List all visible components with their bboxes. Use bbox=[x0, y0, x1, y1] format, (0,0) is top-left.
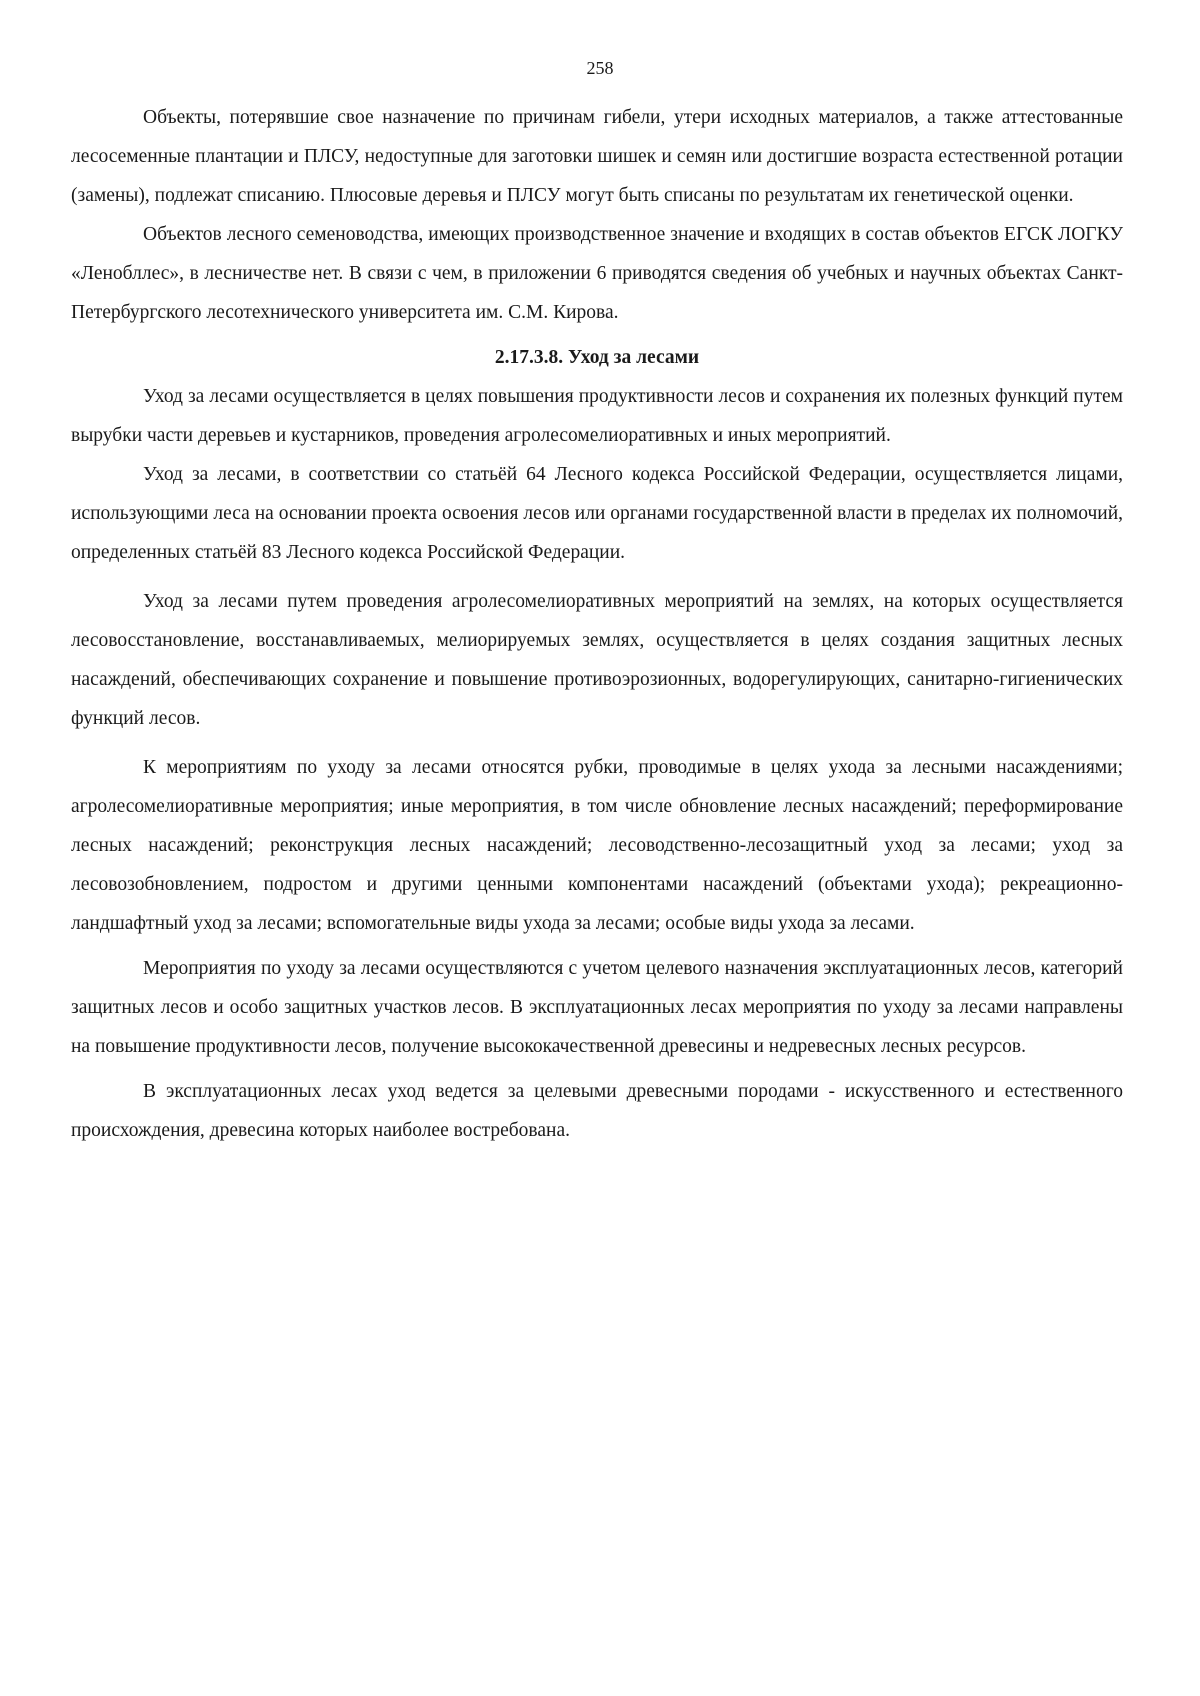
paragraph-forest-care-law: Уход за лесами, в соответствии со статьёй 64 Лесного кодекса Российской Федерации, осуществляется лицами, использующими леса на основании проекта освоения лесов или органами государственной власти в пределах их полномочий, определенных статьёй 83 Лесного кодекса Российской Федерации. bbox=[71, 464, 1123, 563]
document-body bbox=[71, 98, 1123, 1150]
paragraph-care-measures: К мероприятиям по уходу за лесами относятся рубки, проводимые в целях ухода за лесными насаждениями; агролесомелиоративные мероприятия; иные мероприятия, в том числе обновление лесных насаждений; переформирование лесных насаждений; реконструкция лесных насаждений; лесоводственно-лесозащитный уход за лесами; уход за лесовозобновлением, подростом и другими ценными компонентами насаждений (объектами ухода); рекреационно-ландшафтный уход за лесами; вспомогательные виды ухода за лесами; особые виды ухода за лесами. bbox=[71, 757, 1123, 934]
paragraph-agroforestry: Уход за лесами путем проведения агролесомелиоративных мероприятий на землях, на которых осуществляется лесовосстановление, восстанавливаемых, мелиорируемых землях, осуществляется в целях создания защитных лесных насаждений, обеспечивающих сохранение и повышение противоэрозионных, водорегулирующих, санитарно-гигиенических функций лесов. bbox=[71, 591, 1123, 729]
paragraph-forest-care-purpose: Уход за лесами осуществляется в целях повышения продуктивности лесов и сохранения их полезных функций путем вырубки части деревьев и кустарников, проведения агролесомелиоративных и иных мероприятий. bbox=[71, 386, 1123, 446]
paragraph-exploitation-forests: Мероприятия по уходу за лесами осуществляются с учетом целевого назначения эксплуатационных лесов, категорий защитных лесов и особо защитных участков лесов. В эксплуатационных лесах мероприятия по уходу за лесами направлены на повышение продуктивности лесов, получение высококачественной древесины и недревесных лесных ресурсов. bbox=[71, 958, 1123, 1057]
paragraph-seed-objects: Объектов лесного семеноводства, имеющих производственное значение и входящих в состав объектов ЕГСК ЛОГКУ «Ленобллес», в лесничестве нет. В связи с чем, в приложении 6 приводятся сведения об учебных и научных объектах Санкт-Петербургского лесотехнического университета им. С.М. Кирова. bbox=[71, 224, 1123, 323]
section-heading: 2.17.3.8. Уход за лесами bbox=[494, 347, 700, 368]
page-number: 258 bbox=[586, 58, 614, 78]
paragraph-objects-write-off: Объекты, потерявшие свое назначение по причинам гибели, утери исходных материалов, а также аттестованные лесосеменные плантации и ПЛСУ, недоступные для заготовки шишек и семян или достигшие возраста естественной ротации (замены), подлежат списанию. Плюсовые деревья и ПЛСУ могут быть списаны по результатам их генетической оценки. bbox=[71, 107, 1123, 206]
paragraph-target-species: В эксплуатационных лесах уход ведется за целевыми древесными породами - искусственного и естественного происхождения, древесина которых наиболее востребована. bbox=[71, 1081, 1123, 1141]
